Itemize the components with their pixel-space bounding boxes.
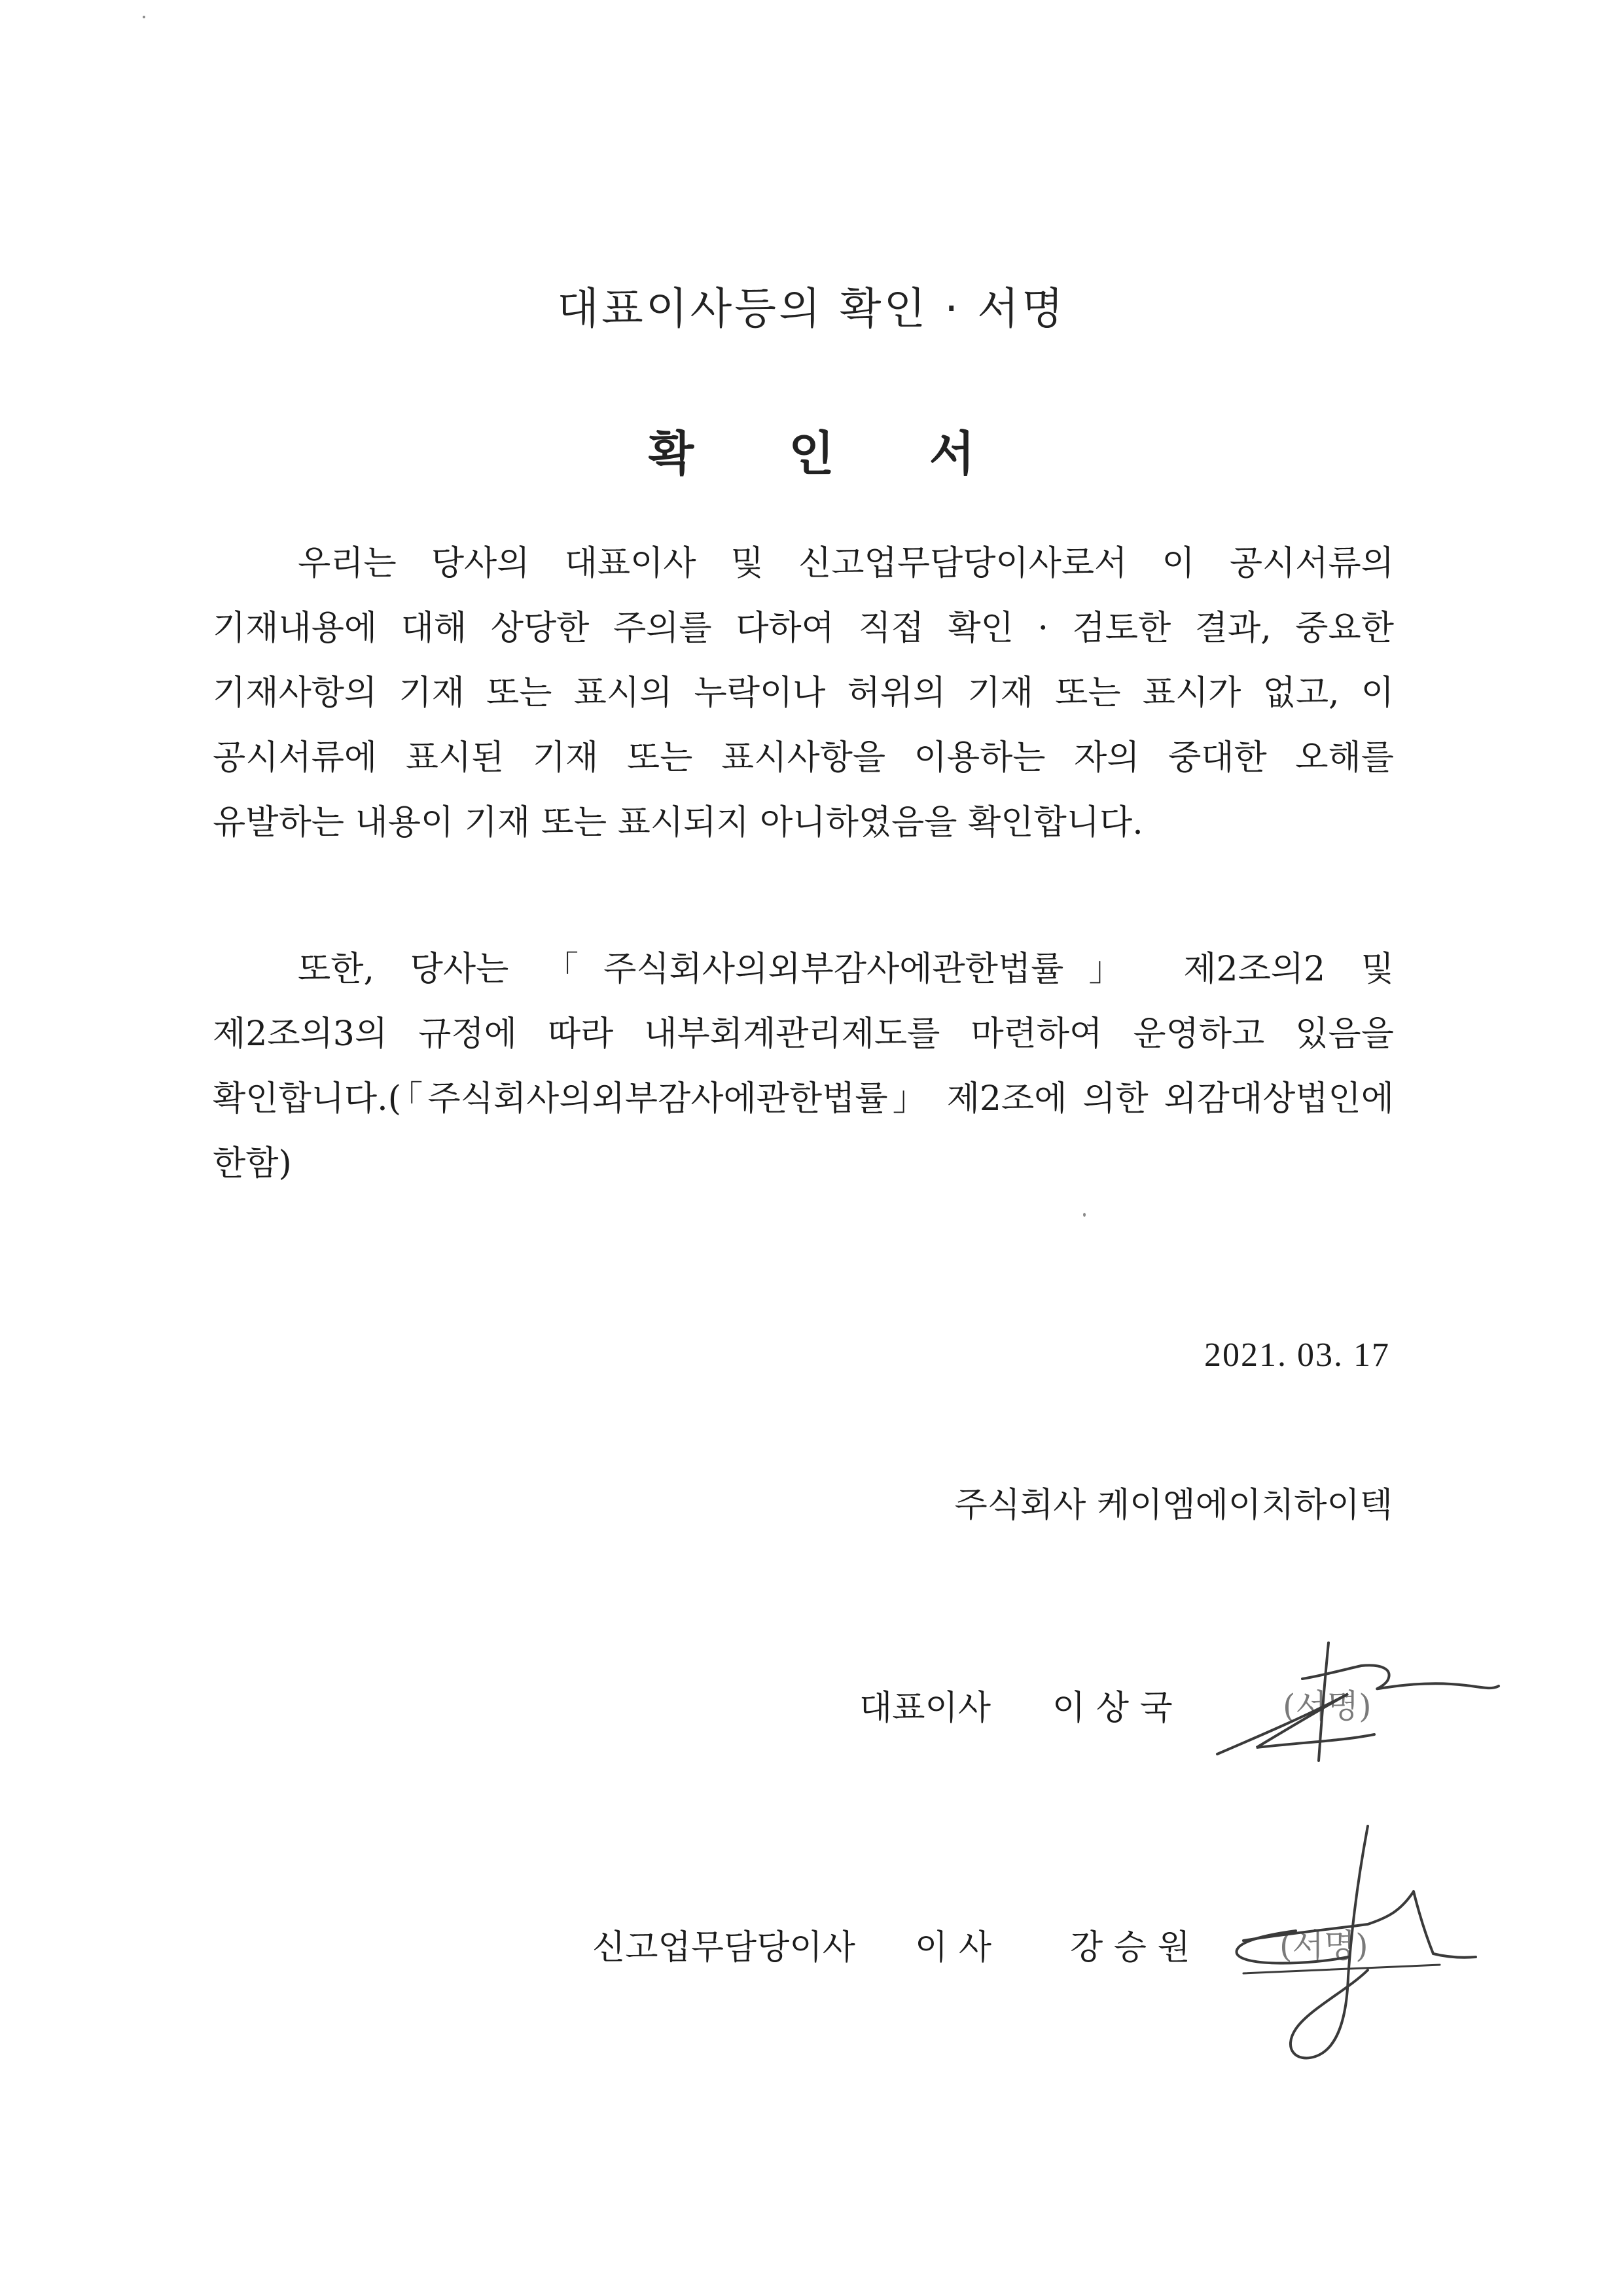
signature-seal-mark: (서명) [1283, 1687, 1372, 1725]
scan-speck [1083, 1213, 1086, 1217]
document-title: 확 인 서 [648, 426, 1014, 481]
scan-speck [143, 16, 145, 18]
document-heading: 대표이사등의 확인 · 서명 [557, 283, 1066, 334]
internal-control-paragraph: 또한, 당사는 「주식회사의외부감사에관한법률」 제2조의2 및 제2조의3의 규정에 따라 내부회계관리제도를 마련하여 운영하고 있음을 확인합니다.(「주식회사의외부감사에관한법률」 제2조에 의한 외감대상법인에 한함) [213, 950, 1394, 1183]
document-date: 2021. 03. 17 [1204, 1336, 1390, 1374]
company-name: 주식회사 케이엠에이치하이텍 [954, 1486, 1393, 1525]
signer-name: 이 상 국 [1052, 1689, 1173, 1728]
signature-line-ceo [0, 1680, 1623, 1732]
signature-line-officer [0, 1920, 1623, 1972]
signer-title: 이 사 [915, 1928, 991, 1967]
signer-name: 강 승 원 [1070, 1928, 1190, 1967]
signer-role: 대표이사 [859, 1689, 991, 1728]
signer-role: 신고업무담당이사 [592, 1928, 855, 1967]
signature-seal-mark: (서명) [1279, 1927, 1368, 1965]
confirmation-paragraph: 우리는 당사의 대표이사 및 신고업무담당이사로서 이 공시서류의 기재내용에 대해 상당한 주의를 다하여 직접 확인 · 검토한 결과, 중요한 기재사항의 기재 또는 표시의 누락이나 허위의 기재 또는 표시가 없고, 이 공시서류에 표시된 기재 또는 표시사항을 이용하는 자의 중대한 오해를 유발하는 내용이 기재 또는 표시되지 아니하였음을 확인합니다. [213, 544, 1394, 842]
